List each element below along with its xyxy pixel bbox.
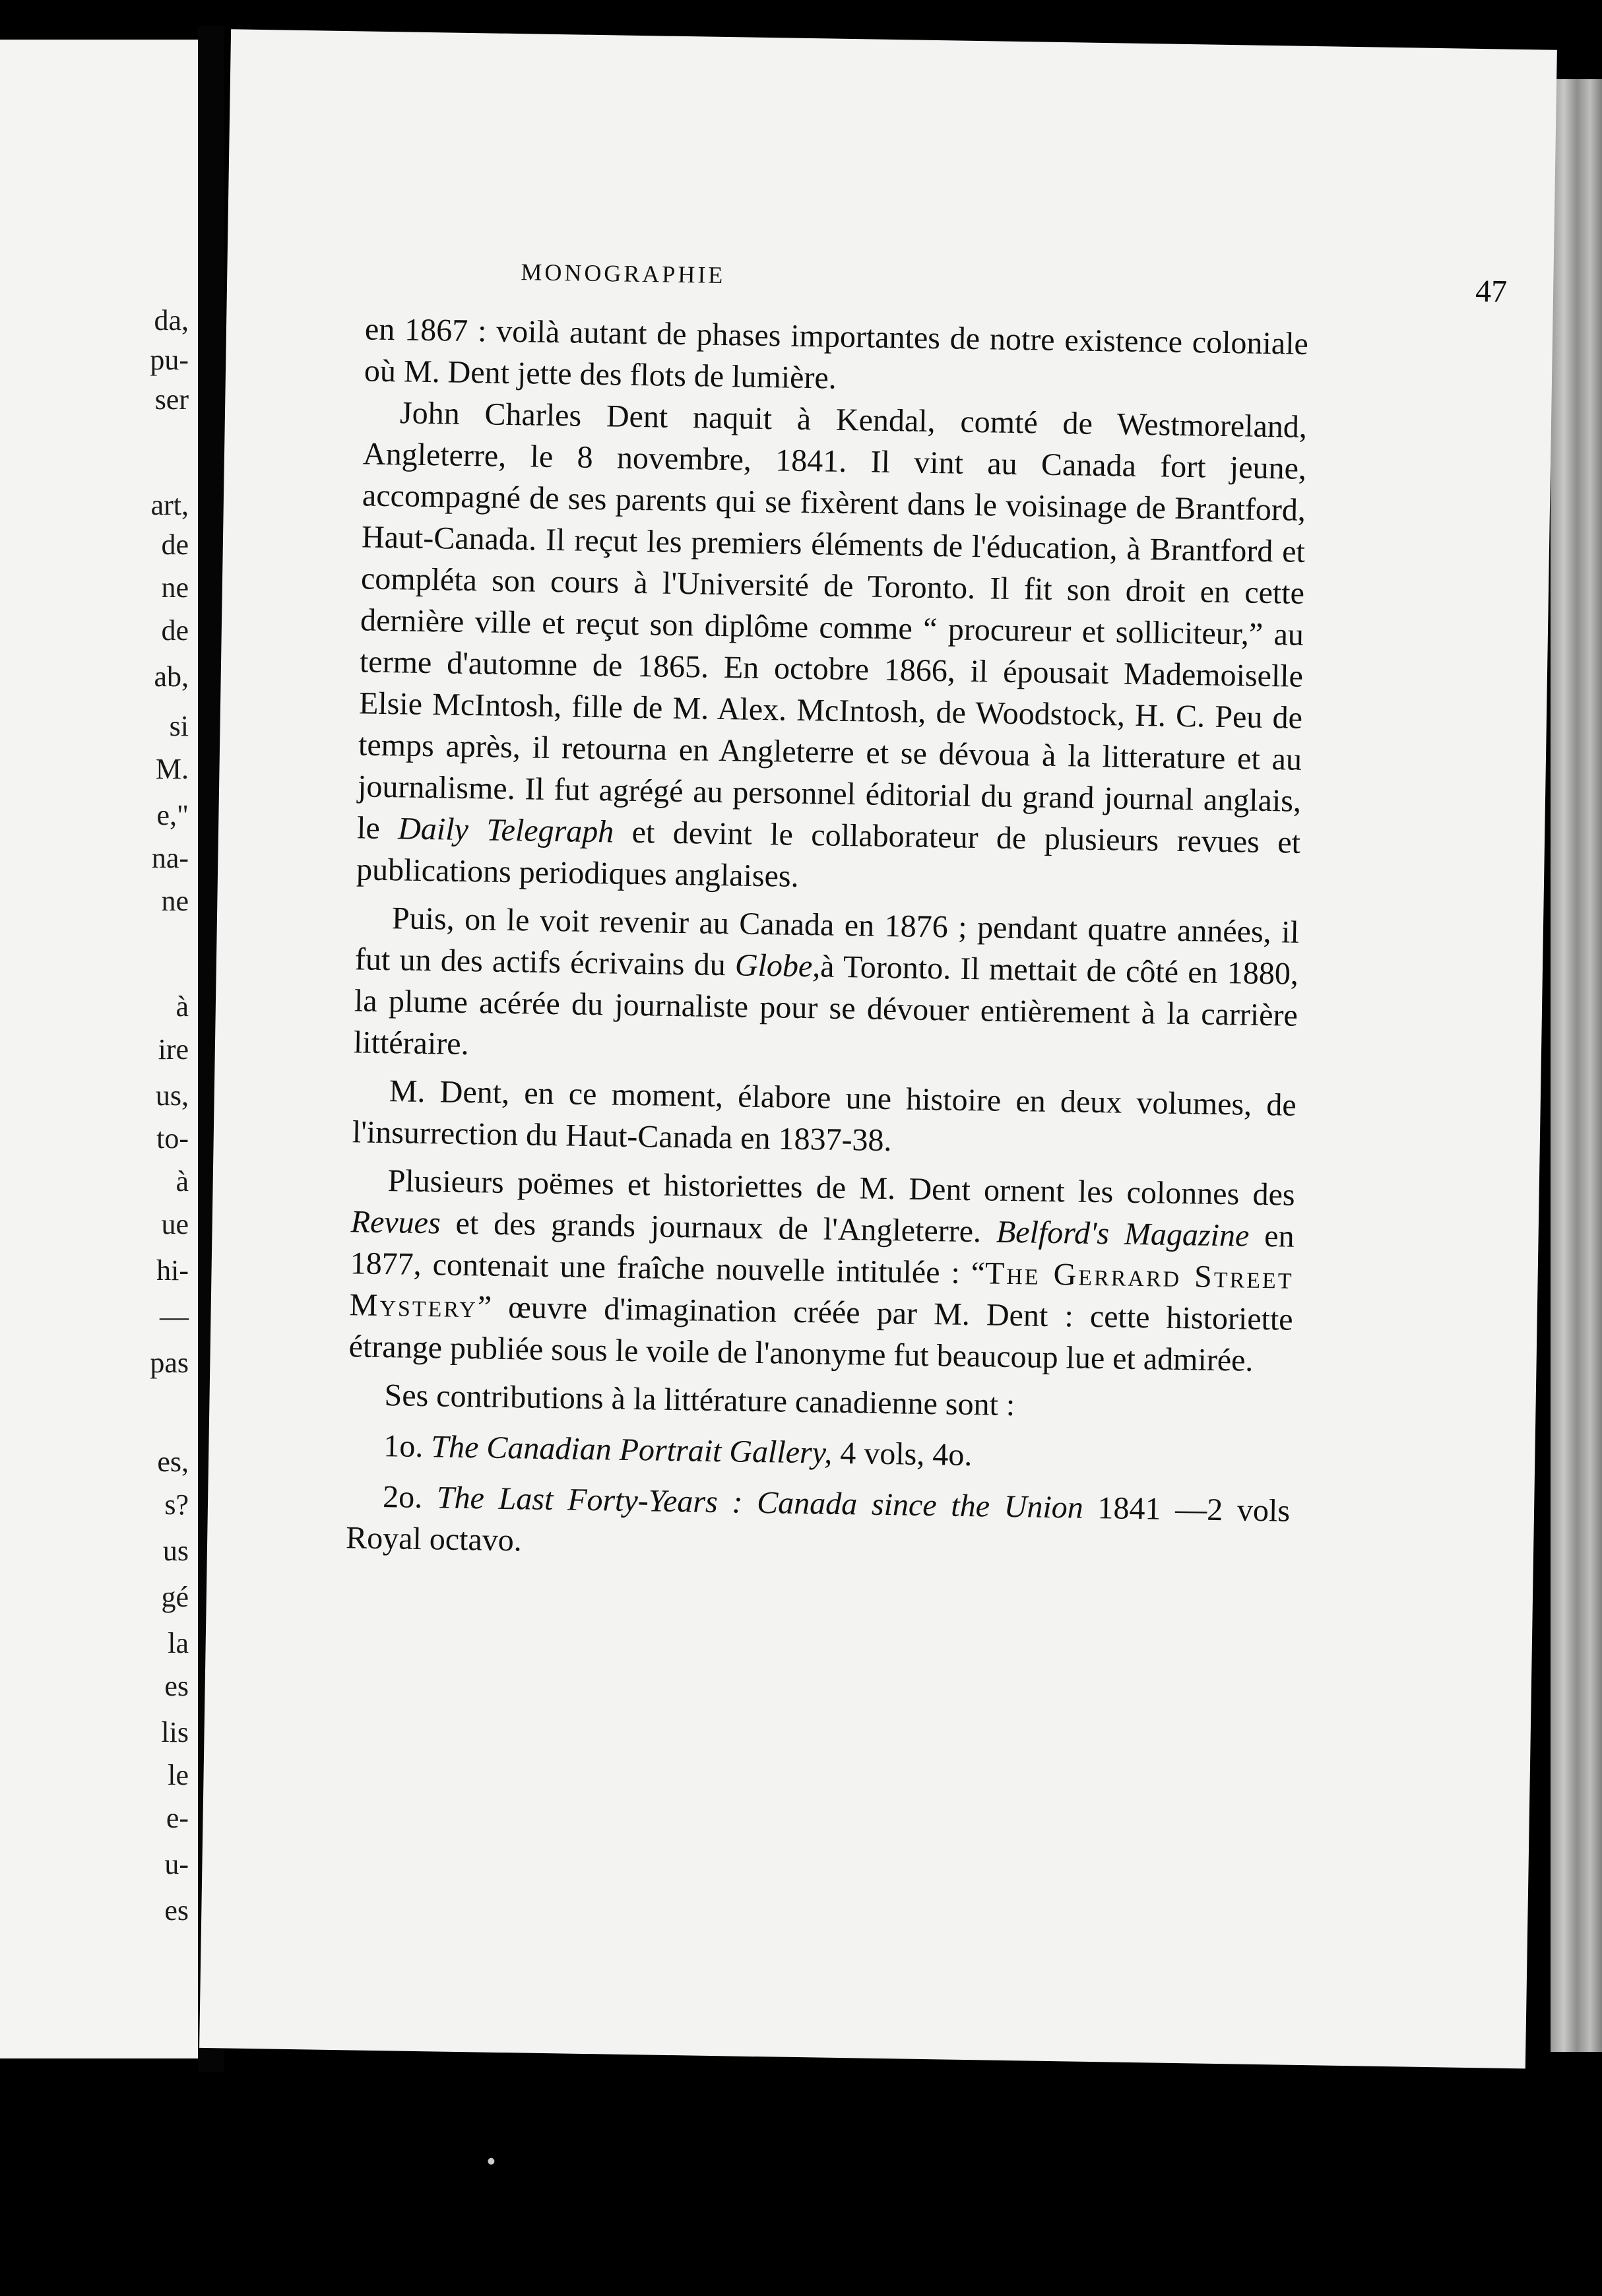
publication-title: Revues	[350, 1204, 441, 1241]
facing-page-fragment: u-	[164, 1848, 189, 1880]
facing-page-fragment: es	[164, 1670, 189, 1702]
paragraph-4: M. Dent, en ce moment, élabore une histoire en deux volumes, de l'insurrection du Haut-Canada en 1837-38.	[352, 1073, 1297, 1159]
book-page	[199, 29, 1557, 2068]
item-detail: 1841 —2 vols Royal octavo.	[345, 1490, 1291, 1558]
list-item	[347, 1424, 1291, 1481]
item-number: 2o.	[382, 1479, 423, 1515]
page-body	[346, 308, 1309, 1573]
facing-page-fragment: le	[168, 1759, 189, 1791]
paragraph-2	[356, 391, 1308, 905]
facing-page-fragment: e,"	[156, 799, 189, 831]
story-title: The Gerrard Street Mystery	[349, 1256, 1295, 1325]
facing-page-fragment: lis	[161, 1716, 189, 1748]
item-detail: 4 vols, 4o.	[839, 1435, 973, 1473]
work-title: The Canadian Portrait Gallery,	[430, 1429, 833, 1471]
text-run: et des grands journaux de l'Angleterre.	[455, 1205, 982, 1250]
facing-page-fragment: gé	[161, 1581, 189, 1613]
item-number: 1o.	[383, 1428, 424, 1465]
facing-page-fragment: ab,	[154, 660, 189, 693]
text-run: John Charles Dent naquit à Kendal, comté de Westmoreland, Angleterre, le 8 novembre, 1841. Il vint au Canada fort jeune, accompagné de ses parents qui se fixèrent dans le voisinage de Brantford, Haut-Canada. Il reçut les premiers éléments de l'éducation, à Brantford et compléta son cours à l'Université de Toronto. Il fit son droit en cette dernière ville et reçut son diplôme comme “ procureur et solliciteur,” au terme d'automne de 1865. En octobre 1866, il épousait Mademoiselle Elsie McIntosh, fille de M. Alex. McIntosh, de Woodstock, H. C. Peu de temps après, il retourna en Angleterre et se dévoua à la litterature et au journalisme. Il fut agrégé au personnel éditorial du grand journal anglais, le	[356, 395, 1308, 846]
running-title: MONOGRAPHIE	[521, 259, 726, 289]
facing-page-fragment: hi-	[156, 1254, 189, 1287]
facing-page-fragment: ne	[161, 885, 189, 917]
publication-title: Belford's Magazine	[996, 1214, 1250, 1254]
facing-page-fragment: ue	[161, 1208, 189, 1240]
text-run: à Toronto. Il mettait de côté en 1880, la plume acérée du journaliste pour se dévouer entièrement à la carrière littéraire.	[353, 949, 1299, 1062]
work-title: The Last Forty-Years : Canada since the Union	[436, 1480, 1084, 1525]
ink-speck	[488, 2158, 494, 2165]
facing-page-fragment: us,	[155, 1079, 189, 1112]
facing-page-fragment: de	[161, 614, 189, 647]
facing-page-fragment: si	[169, 710, 189, 742]
text-run: ” œuvre d'imagination créée par M. Dent : cette historiette étrange publiée sous le voile de l'anonyme fut beaucoup lue et admirée.	[348, 1289, 1294, 1378]
facing-page	[0, 40, 198, 2058]
facing-page-fragment: M.	[155, 753, 189, 785]
paragraph-6: Ses contributions à la littérature canadienne sont :	[384, 1378, 1015, 1423]
facing-page-fragment: la	[168, 1627, 189, 1659]
text-run: Puis, on le voit revenir au Canada en 1876 ; pendant quatre années, il fut un des actifs écrivains du	[354, 901, 1300, 983]
text-run: Plusieurs poëmes et historiettes de M. Dent ornent les colonnes des	[387, 1163, 1295, 1213]
facing-page-fragment: to-	[156, 1122, 189, 1155]
facing-page-fragment: da,	[154, 304, 189, 336]
page-number: 47	[1475, 273, 1508, 309]
paragraph-1: en 1867 : voilà autant de phases importantes de notre existence coloniale où M. Dent jette des flots de lumière.	[364, 311, 1309, 396]
facing-page-fragment: à	[176, 990, 189, 1023]
facing-page-fragment: ire	[158, 1033, 189, 1066]
facing-page-fragment: ne	[161, 571, 189, 604]
paragraph-3	[354, 897, 1300, 1077]
list-item	[346, 1475, 1291, 1573]
facing-page-fragment: s?	[164, 1488, 189, 1521]
newspaper-title: Globe,	[734, 947, 821, 984]
facing-page-fragment: e-	[166, 1802, 189, 1834]
newspaper-title: Daily Telegraph	[397, 811, 614, 850]
facing-page-fragment: —	[160, 1300, 189, 1333]
paragraph-5	[348, 1159, 1295, 1382]
page-edge-stack	[1551, 79, 1602, 2052]
facing-page-fragment: es	[164, 1894, 189, 1927]
facing-page-fragment: ser	[154, 383, 189, 416]
facing-page-fragment: pas	[150, 1347, 189, 1379]
facing-page-fragment: us	[162, 1535, 189, 1567]
text-run: en 1877, contenait une fraîche nouvelle intitulée : “	[350, 1219, 1295, 1291]
facing-page-fragment: pu-	[150, 344, 189, 376]
text-run: et devint le collaborateur de plusieurs revues et publications periodiques anglaises.	[356, 814, 1301, 894]
facing-page-fragment: à	[176, 1165, 189, 1197]
facing-page-fragment: art,	[150, 489, 189, 521]
facing-page-fragment: de	[161, 528, 189, 561]
facing-page-fragment: es,	[157, 1446, 189, 1478]
facing-page-fragment: na-	[151, 842, 189, 874]
